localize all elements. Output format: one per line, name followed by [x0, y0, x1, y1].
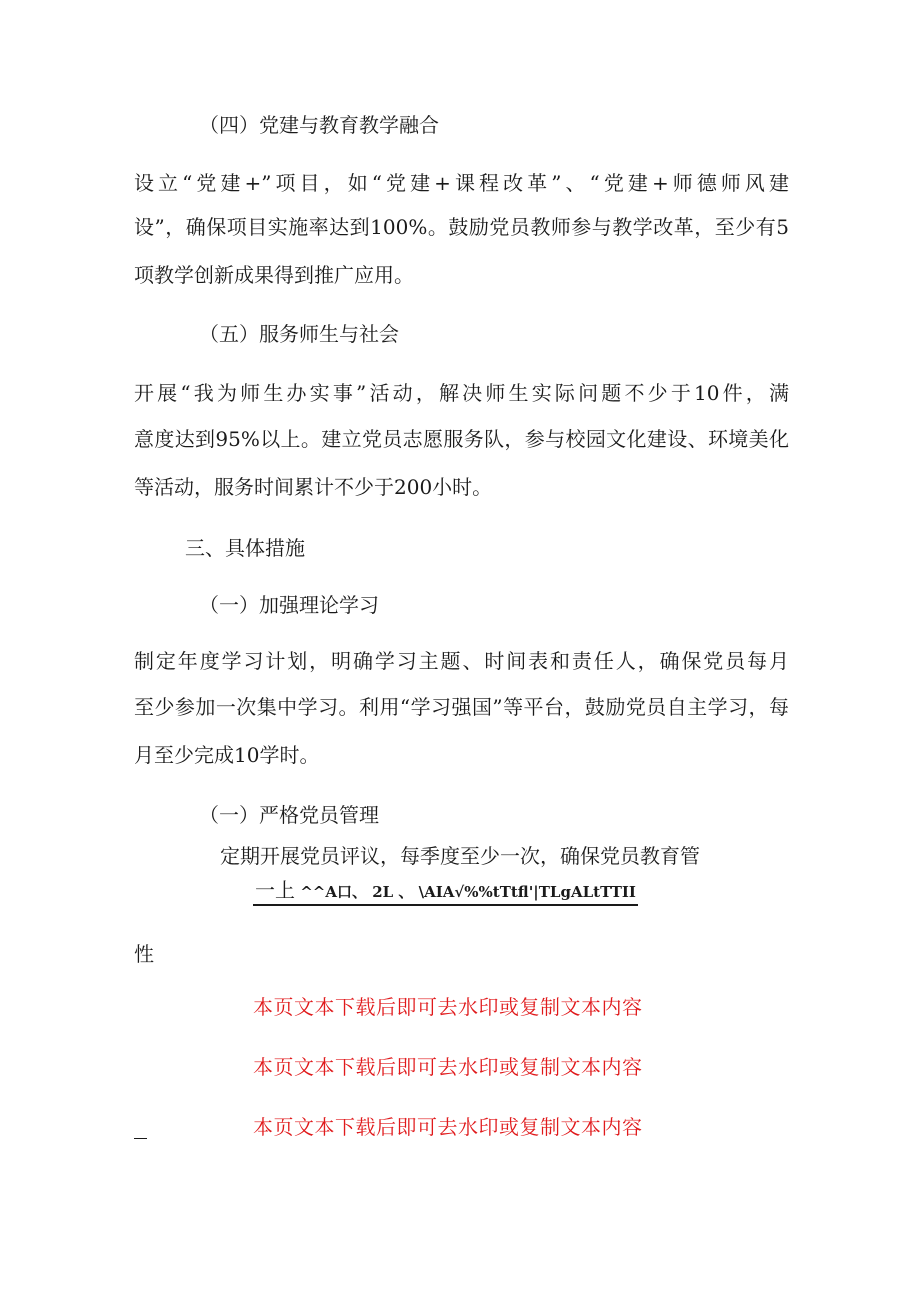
measure2-heading: （一）严格党员管理 [199, 803, 379, 827]
watermark-notice-1: 本页文本下载后即可去水印或复制文本内容 [253, 995, 643, 1019]
section5-line-2: 意度达到95%以上。建立党员志愿服务队，参与校园文化建设、环境美化 [134, 427, 789, 451]
measure1-line-1: 制定年度学习计划，明确学习主题、时间表和责任人，确保党员每月 [134, 649, 789, 673]
section4-heading: （四）党建与教育教学融合 [199, 113, 439, 137]
measure1-line-3: 月至少完成10学时。 [134, 743, 320, 767]
garbled-ocr-rest: ^^A口、 2L 、 \AIA√%%tTtfl'|TLgALtTTII [295, 883, 636, 901]
section5-line-3: 等活动，服务时间累计不少于200小时。 [134, 475, 493, 499]
stray-dash-mark [134, 1138, 147, 1139]
measure2-tail: 性 [134, 942, 154, 966]
measure1-heading: （一）加强理论学习 [199, 593, 379, 617]
measure2-line-1: 定期开展党员评议，每季度至少一次，确保党员教育管 [220, 844, 700, 868]
garbled-ocr-line [253, 880, 638, 906]
section4-line-3: 项教学创新成果得到推广应用。 [134, 263, 414, 287]
measure1-line-2: 至少参加一次集中学习。利用“学习强国”等平台，鼓励党员自主学习，每 [134, 695, 789, 719]
section5-heading: （五）服务师生与社会 [199, 322, 399, 346]
section5-line-1: 开展“我为师生办实事”活动，解决师生实际问题不少于10件，满 [134, 381, 789, 405]
garbled-ocr-prefix: 一上 [255, 878, 295, 902]
watermark-notice-3: 本页文本下载后即可去水印或复制文本内容 [253, 1115, 643, 1139]
part3-heading: 三、具体措施 [185, 536, 305, 560]
section4-line-2: 设”，确保项目实施率达到100%。鼓励党员教师参与教学改革，至少有5 [134, 215, 789, 239]
watermark-notice-2: 本页文本下载后即可去水印或复制文本内容 [253, 1055, 643, 1079]
section4-line-1: 设立“党建+”项目，如“党建+课程改革”、“党建+师德师风建 [134, 171, 789, 195]
